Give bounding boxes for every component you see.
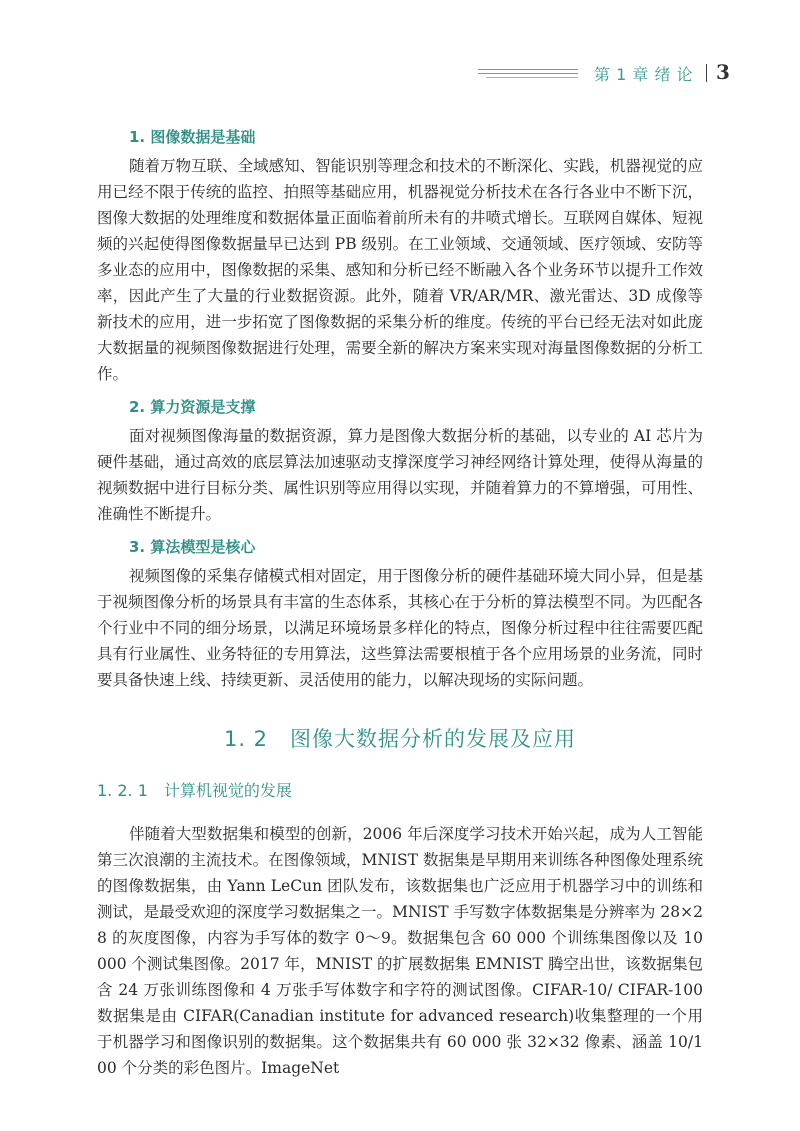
subsection-1-2-1-title xyxy=(97,779,703,803)
paragraph-cv-development: 伴随着大型数据集和模型的创新，2006 年后深度学习技术开始兴起，成为人工智能第三次浪潮的主流技术。在图像领域，MNIST 数据集是早期用来训练各种图像处理系统的图像数据集，由 Yann LeCun 团队发布，该数据集也广泛应用于机器学习中的训练和测试，是最受欢迎的深度学习数据集之一。MNIST 手写数字体数据集是分辨率为 28×28 的灰度图像，内容为手写体的数字 0～9。数据集包含 60 000 个训练集图像以及 10 000 个测试集图像。2017 年，MNIST 的扩展数据集 EMNIST 腾空出世，该数据集包含 24 万张训练图像和 4 万张手写体数字和字符的测试图像。CIFAR-10/ CIFAR-100 数据集是由 CIFAR(Canadian institute for advanced research)收集整理的一个用于机器学习和图像识别的数据集。这个数据集共有 60 000 张 32×32 像素、涵盖 10/100 个分类的彩色图片。ImageNet xyxy=(97,825,703,1077)
chapter-title: 第 1 章 绪 论 xyxy=(594,65,694,84)
subsection-title-text: 计算机视觉的发展 xyxy=(163,781,292,800)
page-number: 3 xyxy=(716,60,730,84)
section-1-2-title xyxy=(97,723,703,753)
paragraph-computing-power: 面对视频图像海量的数据资源，算力是图像大数据分析的基础，以专业的 AI 芯片为硬件基础，通过高效的底层算法加速驱动支撑深度学习神经网络计算处理，使得从海量的视频数据中进行目标分类、属性识别等应用得以实现，并随着算力的不算增强，可用性、准确性不断提升。 xyxy=(97,427,703,523)
paragraph-image-data: 随着万物互联、全域感知、智能识别等理念和技术的不断深化、实践，机器视觉的应用已经不限于传统的监控、拍照等基础应用，机器视觉分析技术在各行各业中不断下沉，图像大数据的处理维度和数据体量正面临着前所未有的井喷式增长。互联网自媒体、短视频的兴起使得图像数据量早已达到 PB 级别。在工业领域、交通领域、医疗领域、安防等多业态的应用中，图像数据的采集、感知和分析已经不断融入各个业务环节以提升工作效率，因此产生了大量的行业数据资源。此外，随着 VR/AR/MR、激光雷达、3D 成像等新技术的应用，进一步拓宽了图像数据的采集分析的维度。传统的平台已经无法对如此庞大数据量的视频图像数据进行处理，需要全新的解决方案来实现对海量图像数据的分析工作。 xyxy=(97,157,703,383)
paragraph-algorithm-model: 视频图像的采集存储模式相对固定，用于图像分析的硬件基础环境大同小异，但是基于视频图像分析的场景具有丰富的生态体系，其核心在于分析的算法模型不同。为匹配各个行业中不同的细分场景，以满足环境场景多样化的特点，图像分析过程中往往需要匹配具有行业属性、业务特征的专用算法，这些算法需要根植于各个应用场景的业务流，同时要具备快速上线、持续更新、灵活使用的能力，以解决现场的实际问题。 xyxy=(97,567,703,689)
header-divider xyxy=(706,64,707,82)
page-body xyxy=(97,117,703,1081)
heading-computing-power: 2. 算力资源是支撑 xyxy=(129,398,256,416)
section-title-text: 图像大数据分析的发展及应用 xyxy=(290,727,577,751)
running-header xyxy=(478,62,740,86)
heading-image-data: 1. 图像数据是基础 xyxy=(129,128,256,146)
header-decoration-line xyxy=(478,69,578,70)
header-decoration-line xyxy=(478,73,578,74)
section-number: 1. 2 xyxy=(223,727,269,751)
header-decoration-line xyxy=(486,77,578,78)
heading-algorithm-model: 3. 算法模型是核心 xyxy=(129,538,256,556)
subsection-number: 1. 2. 1 xyxy=(97,781,148,800)
